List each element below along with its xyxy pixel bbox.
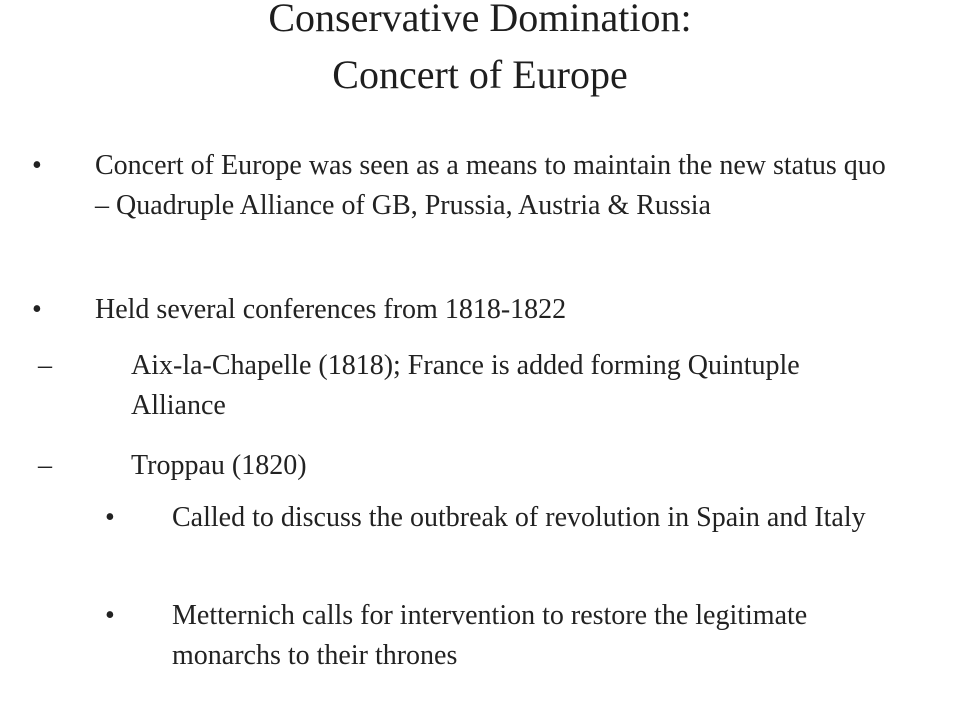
sub-bullet-text-1: Aix-la-Chapelle (1818); France is added forming Quintuple Alliance	[131, 350, 800, 421]
sub-bullet-marker-1: –	[38, 350, 52, 381]
sub-sub-bullet-marker-1: •	[105, 502, 115, 533]
slide-title-line-1: Conservative Domination:	[268, 0, 692, 40]
sub-sub-bullet-marker-2: •	[105, 600, 115, 631]
sub-sub-bullet-text-2: Metternich calls for intervention to restore the legitimate monarchs to their thrones	[172, 600, 808, 671]
sub-bullet-marker-2: –	[38, 450, 52, 481]
sub-sub-bullet-text-1: Called to discuss the outbreak of revolution in Spain and Italy	[172, 502, 866, 533]
bullet-marker-1: •	[32, 150, 42, 181]
slide-title-line-2: Concert of Europe	[332, 52, 628, 97]
sub-bullet-text-2: Troppau (1820)	[131, 450, 307, 481]
bullet-text-2: Held several conferences from 1818-1822	[95, 294, 567, 325]
bullet-marker-2: •	[32, 294, 42, 325]
bullet-text-1: Concert of Europe was seen as a means to maintain the new status quo – Quadruple Alliance of GB, Prussia, Austria & Russia	[95, 150, 886, 221]
